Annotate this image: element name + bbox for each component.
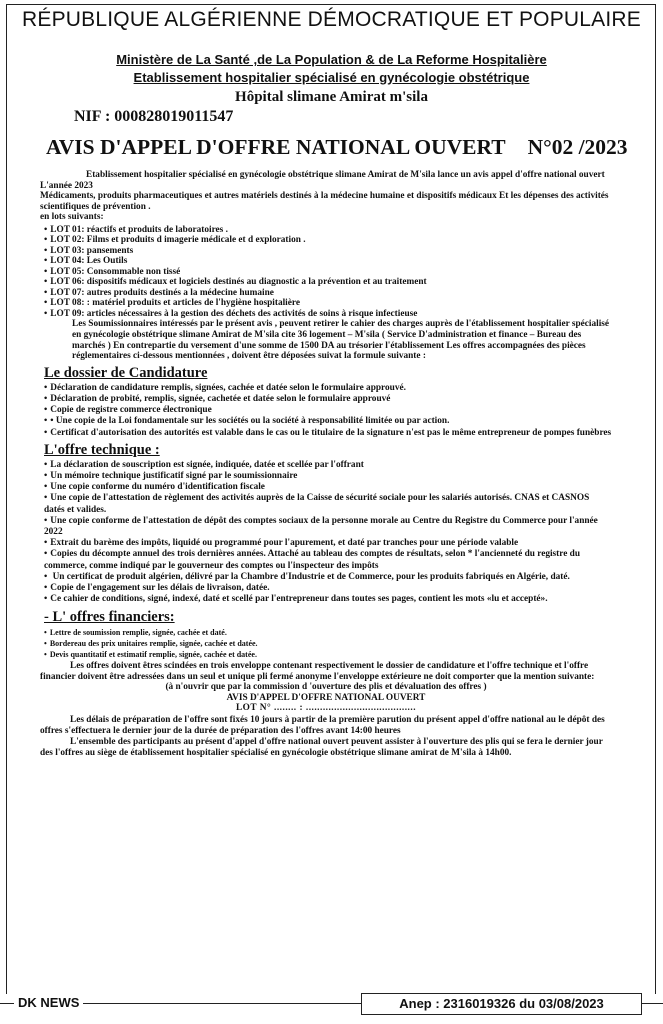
technique-item: • La déclaration de souscription est signée, indiquée, datée et scellée par l'offrant bbox=[44, 460, 612, 471]
dossier-list bbox=[40, 383, 612, 439]
dossier-item: • • Une copie de la Loi fondamentale sur les sociétés ou la société à responsabilité limitée ou par action. bbox=[44, 416, 612, 427]
lot-item: • LOT 05: Consommable non tissé bbox=[44, 267, 612, 278]
notice-title-text: AVIS D'APPEL D'OFFRE NATIONAL OUVERT bbox=[46, 135, 506, 159]
lot-item: • LOT 09: articles nécessaires à la gestion des déchets des activités de soins à risque infectieuse bbox=[44, 309, 612, 320]
lot-item: • LOT 01: réactifs et produits de laboratoires . bbox=[44, 225, 612, 236]
dossier-item: • Certificat d'autorisation des autorités est valable dans le cas ou le titulaire de la signature n'est pas le même entrepreneur de pompes funèbres bbox=[44, 428, 612, 439]
technique-item: • Une copie conforme de l'attestation de dépôt des comptes sociaux de la personne morale au Centre du Registre du Commerce pour l'année 2022 bbox=[44, 516, 612, 538]
intro-products: Médicaments, produits pharmaceutiques et autres matériels destinés à la médecine humaine et dispositifs médicaux Et les dépenses des activités scientifiques de prévention . bbox=[40, 191, 609, 212]
financier-list bbox=[40, 627, 612, 661]
lot-item: • LOT 03: pansements bbox=[44, 246, 612, 257]
technique-item: • Ce cahier de conditions, signé, indexé, daté et scellé par l'entrepreneur dans toutes ses pages, contient les mots «lu et accepté». bbox=[44, 594, 612, 605]
technique-title: L'offre technique : bbox=[44, 441, 160, 458]
dossier-title: Le dossier de Candidature bbox=[44, 364, 208, 381]
ministry-line: Ministère de La Santé ,de La Population & de La Reforme Hospitalière bbox=[116, 52, 547, 67]
lot-placeholder-line: LOT N° ........ : ....................................... bbox=[235, 703, 417, 714]
hospital-name: Hôpital slimane Amirat m'sila bbox=[235, 89, 428, 105]
soumission-paragraph: Les Soumissionnaires intéressés par le présent avis , peuvent retirer le cahier des charges auprès de l'établissement hospitalier spécialisé en gynécologie obstétrique slimane Amirat de M'sila cite 36 logement – M'sila ( Service D'administration et finance – Bureau des marchés ) En contrepartie du versement d'une somme de 1500 DA au trésorier l'établissement Les offres accompagnées des pièces réglementaires ci-dessous mentionnées , doivent être déposées suivat la formule suivante : bbox=[72, 319, 610, 362]
intro-paragraph: Etablissement hospitalier spécialisé en gynécologie obstétrique slimane Amirat de M'sila lance un avis appel d'offre national ouvert L'année 2023 bbox=[40, 170, 605, 191]
lot-item: • LOT 04: Les Outils bbox=[44, 256, 612, 267]
republic-header: RÉPUBLIQUE ALGÉRIENNE DÉMOCRATIQUE ET POPULAIRE bbox=[22, 8, 641, 31]
technique-item: • Un mémoire technique justificatif signé par le soumissionnaire bbox=[44, 471, 612, 482]
lot-item: • LOT 06: dispositifs médicaux et logiciels destinés au diagnostic a la prévention et au traitement bbox=[44, 277, 612, 288]
dossier-item: • Copie de registre commerce électronique bbox=[44, 405, 612, 416]
notice-number: N°02 /2023 bbox=[527, 135, 628, 159]
lots-list bbox=[40, 225, 612, 320]
source-label: DK NEWS bbox=[14, 995, 83, 1010]
lot-item: • LOT 08: : matériel produits et articles de l'hygiène hospitalière bbox=[44, 298, 612, 309]
technique-item: • Une copie de l'attestation de règlement des activités auprès de la Caisse de sécurité sociale pour les salariés autorisés. CNAS et CASNOS datés et valides. bbox=[44, 493, 612, 515]
lot-item: • LOT 02: Films et produits d imagerie médicale et d exploration . bbox=[44, 235, 612, 246]
technique-item: • Copie de l'engagement sur les délais de livraison, datée. bbox=[44, 583, 612, 594]
technique-item: • Extrait du barème des impôts, liquidé ou programmé pour l'apurement, et daté par tranches pour une période valable bbox=[44, 538, 612, 549]
technique-item: • Une copie conforme du numéro d'identification fiscale bbox=[44, 482, 612, 493]
technique-item: • Un certificat de produit algérien, délivré par la Chambre d'Industrie et de Commerce, pour les produits fabriqués en Algérie, daté. bbox=[44, 572, 612, 583]
notice-title bbox=[46, 135, 628, 160]
enveloppe-paragraph: Les offres doivent êtres scindées en trois enveloppe contenant respectivement le dossier de candidature et l'offre technique et l'offre financier doivent être adressées dans un seul et unique pli fermé anonyme l'enveloppe extérieure ne doit comporter que la mention suivante: bbox=[40, 661, 595, 682]
lot-item: • LOT 07: autres produits destinés a la médecine humaine bbox=[44, 288, 612, 299]
mention-title: AVIS D'APPEL D'OFFRE NATIONAL OUVERT bbox=[226, 692, 426, 703]
nif-number: NIF : 000828019011547 bbox=[74, 108, 234, 125]
financier-item: • Lettre de soumission remplie, signée, cachée et daté. bbox=[44, 627, 612, 638]
dossier-item: • Déclaration de probité, remplis, signée, cachetée et datée selon le formulaire approuvé bbox=[44, 394, 612, 405]
mention-text: (à n'ouvrir que par la commission d 'ouverture des plis et dévaluation des offres ) bbox=[165, 682, 487, 693]
financier-title: - L' offres financiers: bbox=[44, 608, 175, 625]
ensemble-paragraph: L'ensemble des participants au présent d'appel d'offre national ouvert peuvent assister à l'ouverture des plis qui se fera le dernier jour des l'offres au siège de établissement hospitalier spécialisé en gynécologie obstétrique slimane amirat de M'sila à 14h00. bbox=[40, 737, 603, 758]
technique-item: • Copies du décompte annuel des trois dernières années. Attaché au tableau des comptes de résultats, selon * l'ancienneté du registre du commerce, comme indiqué par le gouverneur des comptes ou l'inspecteur des impôts bbox=[44, 549, 612, 571]
dossier-item: • Déclaration de candidature remplis, signées, cachée et datée selon le formulaire approuvé. bbox=[44, 383, 612, 394]
technique-list bbox=[40, 460, 612, 606]
intro-lots-label: en lots suivants: bbox=[40, 212, 104, 223]
financier-item: • Devis quantitatif et estimatif remplie, signée, cachée et datée. bbox=[44, 649, 612, 660]
delais-paragraph: Les délais de préparation de l'offre sont fixés 10 jours à partir de la première parution du présent appel d'offre national au le dépôt des offres s'effectuera le dernier jour de la durée de préparation des l'offres avant 14:00 heures bbox=[40, 715, 605, 736]
anep-reference: Anep : 2316019326 du 03/08/2023 bbox=[361, 993, 642, 1015]
notice-body bbox=[40, 170, 612, 758]
establishment-line: Etablissement hospitalier spécialisé en gynécologie obstétrique bbox=[133, 70, 530, 85]
financier-item: • Bordereau des prix unitaires remplie, signée, cachée et datée. bbox=[44, 638, 612, 649]
